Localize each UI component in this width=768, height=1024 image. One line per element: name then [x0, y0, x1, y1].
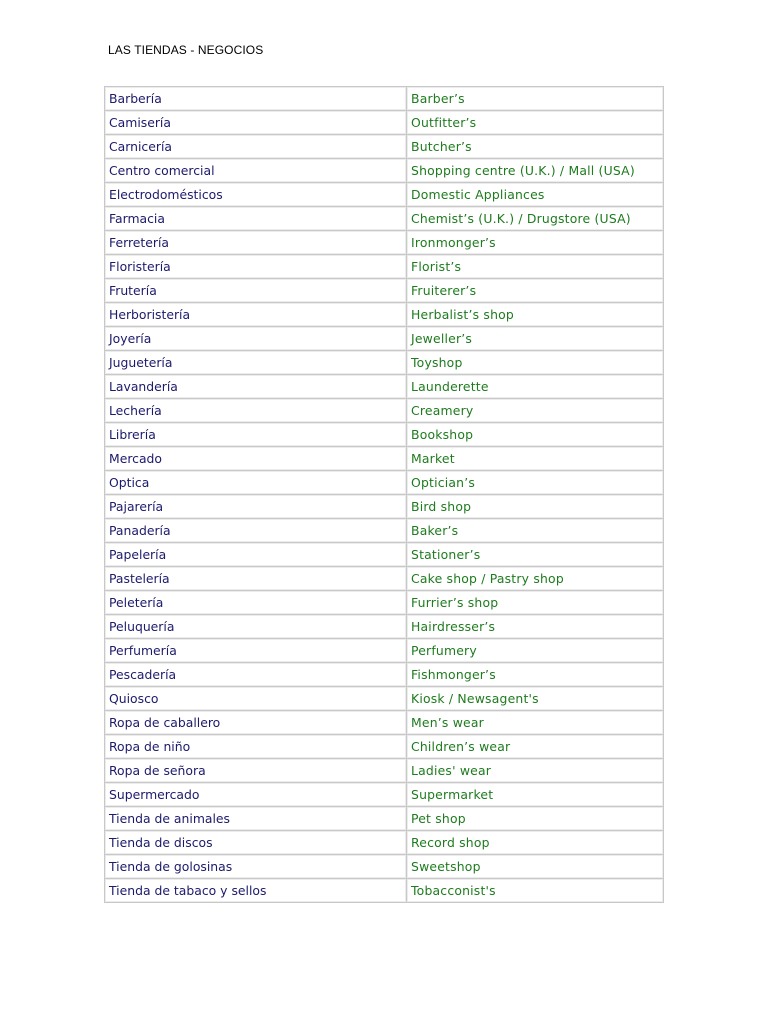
- table-row: [105, 351, 664, 375]
- spanish-term-cell: Camisería: [105, 111, 407, 135]
- english-term-cell: Chemist’s (U.K.) / Drugstore (USA): [407, 207, 664, 231]
- english-term-cell: Sweetshop: [407, 855, 664, 879]
- english-term-cell: Fishmonger’s: [407, 663, 664, 687]
- spanish-term-cell: Ferretería: [105, 231, 407, 255]
- spanish-term-cell: Centro comercial: [105, 159, 407, 183]
- english-term-cell: Pet shop: [407, 807, 664, 831]
- spanish-term-cell: Juguetería: [105, 351, 407, 375]
- spanish-term-cell: Farmacia: [105, 207, 407, 231]
- table-row: [105, 375, 664, 399]
- table-row: [105, 471, 664, 495]
- spanish-term-cell: Floristería: [105, 255, 407, 279]
- spanish-term-cell: Ropa de niño: [105, 735, 407, 759]
- english-term-cell: Optician’s: [407, 471, 664, 495]
- spanish-term-cell: Supermercado: [105, 783, 407, 807]
- table-row: [105, 231, 664, 255]
- spanish-term-cell: Pajarería: [105, 495, 407, 519]
- table-row: [105, 711, 664, 735]
- spanish-term-cell: Tienda de discos: [105, 831, 407, 855]
- spanish-term-cell: Librería: [105, 423, 407, 447]
- english-term-cell: Fruiterer’s: [407, 279, 664, 303]
- table-row: [105, 327, 664, 351]
- vocabulary-table-body: [105, 87, 664, 903]
- vocabulary-table: [104, 86, 664, 903]
- english-term-cell: Men’s wear: [407, 711, 664, 735]
- spanish-term-cell: Quiosco: [105, 687, 407, 711]
- spanish-term-cell: Pescadería: [105, 663, 407, 687]
- spanish-term-cell: Peletería: [105, 591, 407, 615]
- page-title: LAS TIENDAS - NEGOCIOS: [108, 43, 264, 57]
- spanish-term-cell: Perfumería: [105, 639, 407, 663]
- table-row: [105, 207, 664, 231]
- table-row: [105, 279, 664, 303]
- english-term-cell: Ironmonger’s: [407, 231, 664, 255]
- english-term-cell: Hairdresser’s: [407, 615, 664, 639]
- english-term-cell: Tobacconist's: [407, 879, 664, 903]
- english-term-cell: Creamery: [407, 399, 664, 423]
- spanish-term-cell: Mercado: [105, 447, 407, 471]
- spanish-term-cell: Peluquería: [105, 615, 407, 639]
- table-row: [105, 111, 664, 135]
- english-term-cell: Cake shop / Pastry shop: [407, 567, 664, 591]
- table-row: [105, 687, 664, 711]
- spanish-term-cell: Lavandería: [105, 375, 407, 399]
- spanish-term-cell: Barbería: [105, 87, 407, 111]
- english-term-cell: Domestic Appliances: [407, 183, 664, 207]
- table-row: [105, 591, 664, 615]
- english-term-cell: Toyshop: [407, 351, 664, 375]
- spanish-term-cell: Ropa de caballero: [105, 711, 407, 735]
- spanish-term-cell: Tienda de tabaco y sellos: [105, 879, 407, 903]
- table-row: [105, 855, 664, 879]
- table-row: [105, 87, 664, 111]
- table-row: [105, 879, 664, 903]
- spanish-term-cell: Tienda de animales: [105, 807, 407, 831]
- table-row: [105, 567, 664, 591]
- table-row: [105, 543, 664, 567]
- table-row: [105, 807, 664, 831]
- spanish-term-cell: Herboristería: [105, 303, 407, 327]
- table-row: [105, 735, 664, 759]
- table-row: [105, 783, 664, 807]
- english-term-cell: Market: [407, 447, 664, 471]
- english-term-cell: Perfumery: [407, 639, 664, 663]
- english-term-cell: Ladies' wear: [407, 759, 664, 783]
- english-term-cell: Butcher’s: [407, 135, 664, 159]
- spanish-term-cell: Joyería: [105, 327, 407, 351]
- english-term-cell: Baker’s: [407, 519, 664, 543]
- table-row: [105, 303, 664, 327]
- table-row: [105, 639, 664, 663]
- english-term-cell: Stationer’s: [407, 543, 664, 567]
- table-row: [105, 399, 664, 423]
- table-row: [105, 495, 664, 519]
- table-row: [105, 423, 664, 447]
- english-term-cell: Supermarket: [407, 783, 664, 807]
- table-row: [105, 615, 664, 639]
- spanish-term-cell: Panadería: [105, 519, 407, 543]
- english-term-cell: Bookshop: [407, 423, 664, 447]
- english-term-cell: Herbalist’s shop: [407, 303, 664, 327]
- spanish-term-cell: Papelería: [105, 543, 407, 567]
- spanish-term-cell: Electrodomésticos: [105, 183, 407, 207]
- english-term-cell: Outfitter’s: [407, 111, 664, 135]
- table-row: [105, 159, 664, 183]
- english-term-cell: Record shop: [407, 831, 664, 855]
- spanish-term-cell: Lechería: [105, 399, 407, 423]
- table-row: [105, 183, 664, 207]
- table-row: [105, 831, 664, 855]
- english-term-cell: Furrier’s shop: [407, 591, 664, 615]
- english-term-cell: Children’s wear: [407, 735, 664, 759]
- spanish-term-cell: Pastelería: [105, 567, 407, 591]
- english-term-cell: Launderette: [407, 375, 664, 399]
- table-row: [105, 135, 664, 159]
- table-row: [105, 519, 664, 543]
- english-term-cell: Kiosk / Newsagent's: [407, 687, 664, 711]
- spanish-term-cell: Ropa de señora: [105, 759, 407, 783]
- english-term-cell: Barber’s: [407, 87, 664, 111]
- english-term-cell: Jeweller’s: [407, 327, 664, 351]
- spanish-term-cell: Frutería: [105, 279, 407, 303]
- table-row: [105, 663, 664, 687]
- english-term-cell: Shopping centre (U.K.) / Mall (USA): [407, 159, 664, 183]
- table-row: [105, 759, 664, 783]
- table-row: [105, 255, 664, 279]
- spanish-term-cell: Carnicería: [105, 135, 407, 159]
- english-term-cell: Bird shop: [407, 495, 664, 519]
- table-row: [105, 447, 664, 471]
- english-term-cell: Florist’s: [407, 255, 664, 279]
- spanish-term-cell: Tienda de golosinas: [105, 855, 407, 879]
- spanish-term-cell: Optica: [105, 471, 407, 495]
